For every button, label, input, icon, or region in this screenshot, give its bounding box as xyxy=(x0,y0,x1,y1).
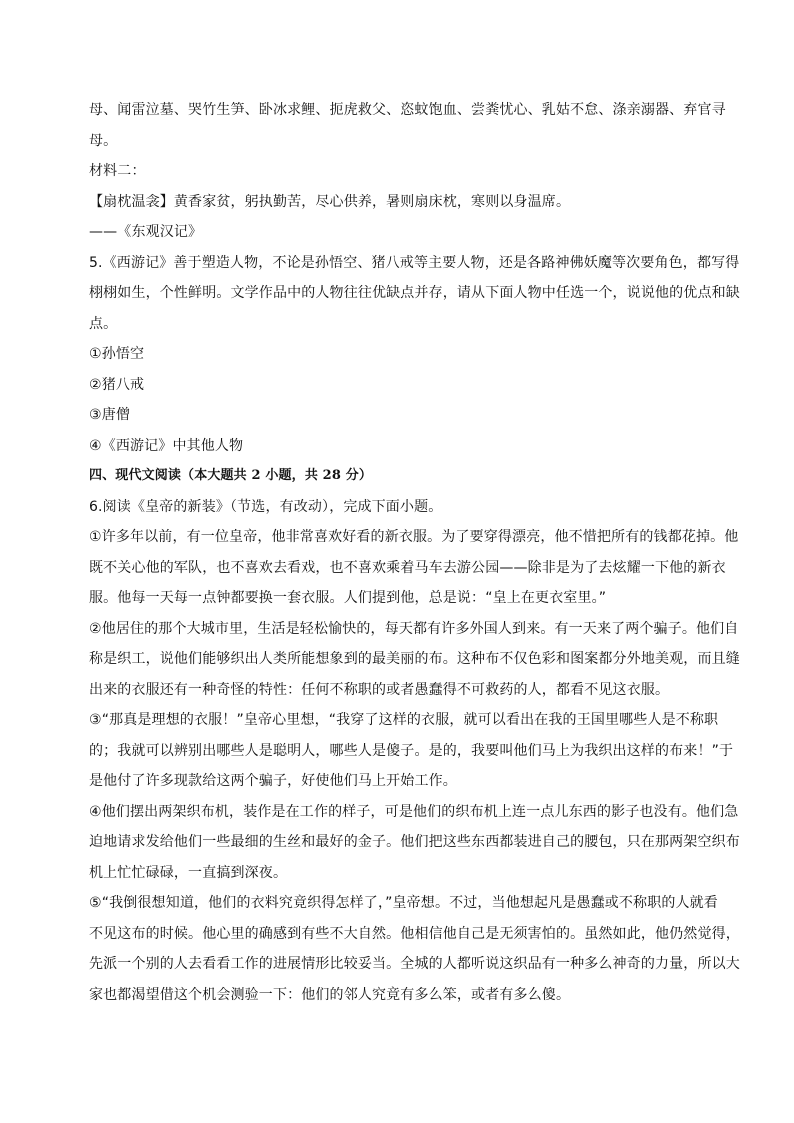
material-heading: 材料二： xyxy=(89,163,146,179)
option-item: ①孙悟空 xyxy=(89,346,145,362)
passage-line: ④他们摆出两架织布机，装作是在工作的样子，可是他们的织布机上连一点儿东西的影子也没有。他们急 xyxy=(89,803,739,820)
passage-line: ③“那真是理想的衣服！”皇帝心里想，“我穿了这样的衣服，就可以看出在我的王国里哪些人是不称职 xyxy=(89,712,719,728)
section-heading-middle: 小题，共 xyxy=(260,468,323,483)
option-item: ②猪八戒 xyxy=(89,376,145,393)
text-line: 母。 xyxy=(89,132,118,149)
document-body xyxy=(89,95,740,1010)
section-heading-suffix: 分） xyxy=(341,468,373,483)
passage-line: 服。他每一天每一点钟都要换一套衣服。人们提到他，总是说：“皇上在更衣室里。” xyxy=(89,590,607,606)
text-line: 母、闻雷泣墓、哭竹生笋、卧冰求鲤、扼虎救父、恣蚊饱血、尝粪忧心、乳姑不怠、涤亲溺器、弃官寻 xyxy=(89,102,726,118)
material-source: ——《东观汉记》 xyxy=(89,224,203,240)
material-text: 【扇枕温衾】黄香家贫，躬执勤苦，尽心供养，暑则扇床枕，寒则以身温席。 xyxy=(89,193,571,210)
passage-line: ①许多年以前，有一位皇帝，他非常喜欢好看的新衣服。为了要穿得漂亮，他不惜把所有的钱都花掉。他 xyxy=(89,529,739,545)
passage-line: ②他居住的那个大城市里，生活是轻松愉快的，每天都有许多外国人到来。有一天来了两个骗子。他们自 xyxy=(89,620,739,637)
passage-line: 不见这布的时候。他心里的确感到有些不大自然。他相信他自己是无须害怕的。虽然如此，他仍然觉得， xyxy=(89,925,740,942)
passage-line: 既不关心他的军队，也不喜欢去看戏，也不喜欢乘着马车去游公园——除非是为了去炫耀一下他的新衣 xyxy=(89,559,726,576)
section-heading-prefix: 四、现代文阅读（本大题共 xyxy=(89,468,252,483)
question-5-line: 5.《西游记》善于塑造人物，不论是孙悟空、猪八戒等主要人物，还是各路神佛妖魔等次要角色，都写得 xyxy=(89,254,740,271)
passage-line: 出来的衣服还有一种奇怪的特性：任何不称职的或者愚蠢得不可救药的人，都看不见这衣服。 xyxy=(89,681,670,698)
question-5-line: 栩栩如生，个性鲜明。文学作品中的人物往往优缺点并存，请从下面人物中任选一个，说说他的优点和缺 xyxy=(89,285,740,301)
question-6-prompt: 6.阅读《皇帝的新装》（节选，有改动），完成下面小题。 xyxy=(89,498,443,515)
passage-line: 的；我就可以辨别出哪些人是聪明人，哪些人是傻子。是的，我要叫他们马上为我织出这样的布来！”于 xyxy=(89,742,734,759)
passage-line: 先派一个别的人去看看工作的进展情形比较妥当。全城的人都听说这织品有一种多么神奇的力量，所以大 xyxy=(89,956,740,972)
passage-line: ⑤“我倒很想知道，他们的衣料究竟织得怎样了，”皇帝想。不过，当他想起凡是愚蠢或不称职的人就看 xyxy=(89,895,718,911)
passage-line: 称是织工，说他们能够织出人类所能想象到的最美丽的布。这种布不仅色彩和图案都分外地美观，而且缝 xyxy=(89,651,740,667)
passage-line: 机上忙忙碌碌，一直搞到深夜。 xyxy=(89,864,288,881)
section-score: 28 xyxy=(322,468,342,483)
passage-line: 迫地请求发给他们一些最细的生丝和最好的金子。他们把这些东西都装进自己的腰包，只在那两架空织布 xyxy=(89,834,740,850)
option-item: ④《西游记》中其他人物 xyxy=(89,437,244,454)
passage-line: 家也都渴望借这个机会测验一下：他们的邻人究竟有多么笨，或者有多么傻。 xyxy=(89,986,571,1003)
section-question-count: 2 xyxy=(251,468,261,483)
option-item: ③唐僧 xyxy=(89,407,131,423)
section-heading xyxy=(89,461,715,492)
question-5-line: 点。 xyxy=(89,315,118,332)
passage-line: 是他付了许多现款给这两个骗子，好使他们马上开始工作。 xyxy=(89,773,457,789)
